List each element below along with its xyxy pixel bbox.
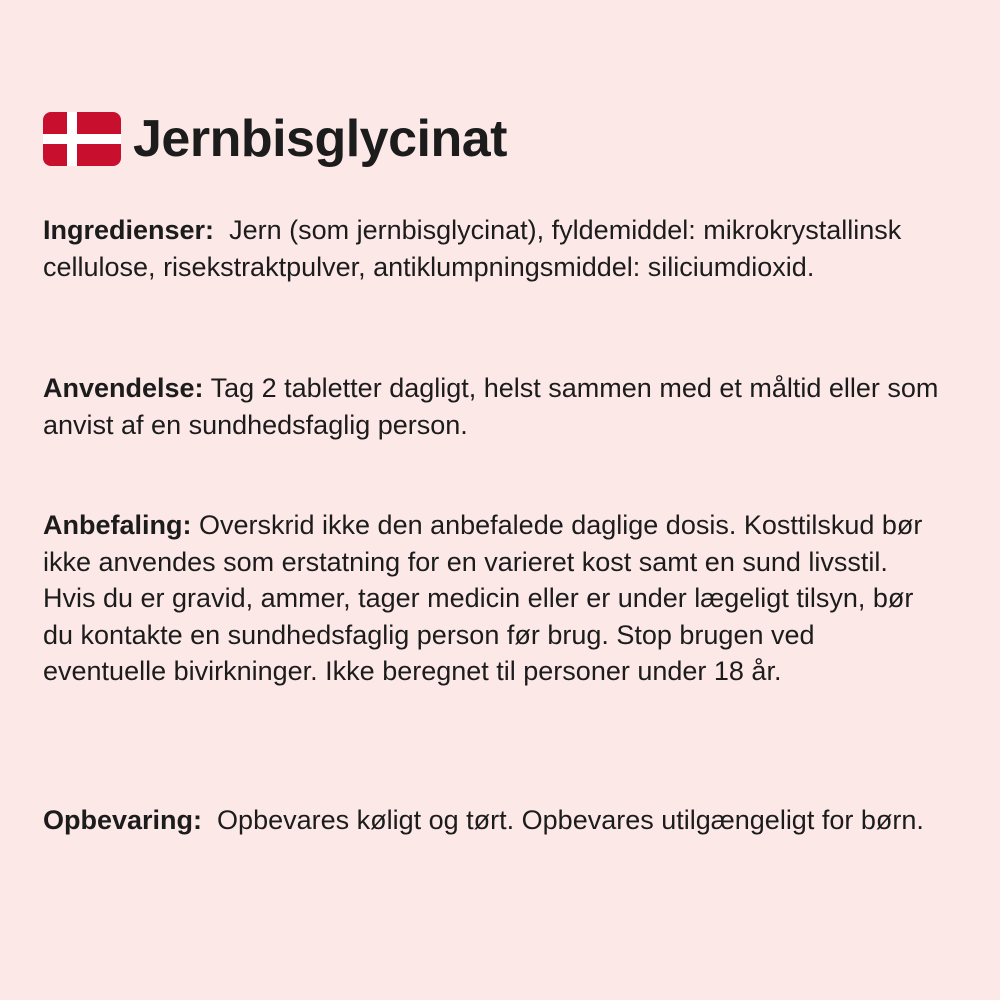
- ingredients-text: Jern (som jernbisglycinat), fyldemiddel: mikrokrystallinsk cellulose, risekstraktpulver, antiklumpningsmiddel: siliciumdioxid.: [43, 215, 902, 282]
- danish-flag-icon: [43, 112, 121, 166]
- usage-text: Tag 2 tabletter dagligt, helst sammen med et måltid eller som anvist af en sundhedsfaglig person.: [43, 373, 939, 440]
- recommendation-label: Anbefaling:: [43, 510, 192, 540]
- page-title: Jernbisglycinat: [133, 110, 507, 168]
- header: [43, 112, 507, 166]
- ingredients-label: Ingredienser:: [43, 215, 215, 245]
- recommendation-text: Overskrid ikke den anbefalede daglige dosis. Kosttilskud bør ikke anvendes som erstatning for en varieret kost samt en sund livsstil. Hvis du er gravid, ammer, tager medicin eller er under lægeligt tilsyn, bør du kontakte en sundhedsfaglig person før brug. Stop brugen ved eventuelle bivirkninger. Ikke beregnet til personer under 18 år.: [43, 510, 923, 686]
- usage-label: Anvendelse:: [43, 373, 204, 403]
- usage-section: [43, 370, 943, 443]
- recommendation-section: [43, 507, 943, 690]
- storage-text: Opbevares køligt og tørt. Opbevares utilgængeligt for børn.: [217, 805, 924, 835]
- storage-label: Opbevaring:: [43, 805, 203, 835]
- storage-section: [43, 800, 943, 840]
- ingredients-section: [43, 212, 943, 285]
